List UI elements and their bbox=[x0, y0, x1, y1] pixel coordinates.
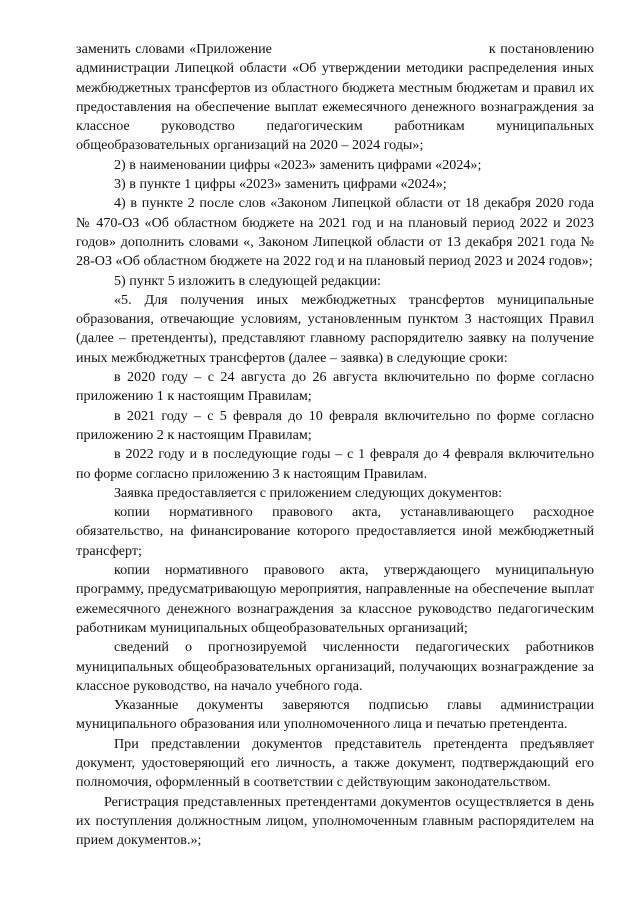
paragraph-item-5: 5) пункт 5 изложить в следующей редакции: bbox=[114, 272, 381, 289]
paragraph-doc-legal-act: копии нормативного правового акта, устанавливающего расходное обязательство, на финансирование которого предоставляется иной межбюджетный трансферт; bbox=[76, 504, 594, 559]
paragraph-doc-program: копии нормативного правового акта, утверждающего муниципальную программу, предусматривающую мероприятия, направленные на обеспечение выплат ежемесячного денежного вознаграждения за классное руководство педагогическим работникам муниципальных общеобразовательных организаций; bbox=[76, 562, 594, 636]
paragraph-doc-headcount: сведений о прогнозируемой численности педагогических работников муниципальных общеобразовательных организаций, получающих вознаграждение за классное руководство, на начало учебного года. bbox=[76, 639, 594, 694]
paragraph-certification: Указанные документы заверяются подписью главы администрации муниципального образования или уполномоченного лица и печатью претендента. bbox=[76, 697, 594, 733]
paragraph-item-3: 3) в пункте 1 цифры «2023» заменить цифрами «2024»; bbox=[114, 176, 447, 193]
paragraph-deadline-2022: в 2022 году и в последующие годы – с 1 февраля до 4 февраля включительно по форме согласно приложению 3 к настоящим Правилам. bbox=[76, 446, 594, 482]
paragraph-item-2: 2) в наименовании цифры «2023» заменить цифрами «2024»; bbox=[114, 156, 482, 173]
paragraph-registration: Регистрация представленных претендентами документов осуществляется в день их поступления должностным лицом, уполномоченным главным распорядителем на прием документов.»; bbox=[76, 793, 594, 849]
paragraph-deadline-2021: в 2021 году – с 5 февраля до 10 февраля включительно по форме согласно приложению 2 к настоящим Правилам; bbox=[76, 407, 594, 443]
paragraph-clause-5: «5. Для получения иных межбюджетных трансфертов муниципальные образования, отвечающие условиям, установленным пунктом 3 настоящих Правил (далее – претенденты), представляют главному распорядителю заявку на получение иных межбюджетных трансфертов (далее – заявка) в следующие сроки: bbox=[76, 291, 594, 366]
paragraph-documents-intro: Заявка предоставляется с приложением следующих документов: bbox=[114, 484, 503, 501]
paragraph-representative: При представлении документов представитель претендента предъявляет документ, удостоверяющий его личность, а также документ, подтверждающий его полномочия, оформленный в соответствии с действующим законодательством. bbox=[76, 735, 594, 791]
paragraph-deadline-2020: в 2020 году – с 24 августа до 26 августа включительно по форме согласно приложению 1 к настоящим Правилам; bbox=[76, 369, 594, 405]
paragraph-replacement-text: заменить словами «Приложение к постановлению администрации Липецкой области «Об утверждении методики распределения иных межбюджетных трансфертов из областного бюджета местным бюджетам и правил их предоставления на обеспечение выплат ежемесячного денежного вознаграждения за классное руководство педагогическим работникам муниципальных общеобразовательных организаций на 2020 – 2024 годы»; bbox=[76, 41, 598, 154]
paragraph-item-4: 4) в пункте 2 после слов «Законом Липецкой области от 18 декабря 2020 года № 470-ОЗ «Об областном бюджете на 2021 год и на плановый период 2022 и 2023 годов» дополнить словами «, Законом Липецкой области от 13 декабря 2021 года № 28-ОЗ «Об областном бюджете на 2022 год и на плановый период 2023 и 2024 годов»; bbox=[76, 195, 594, 270]
document-page bbox=[76, 40, 598, 850]
